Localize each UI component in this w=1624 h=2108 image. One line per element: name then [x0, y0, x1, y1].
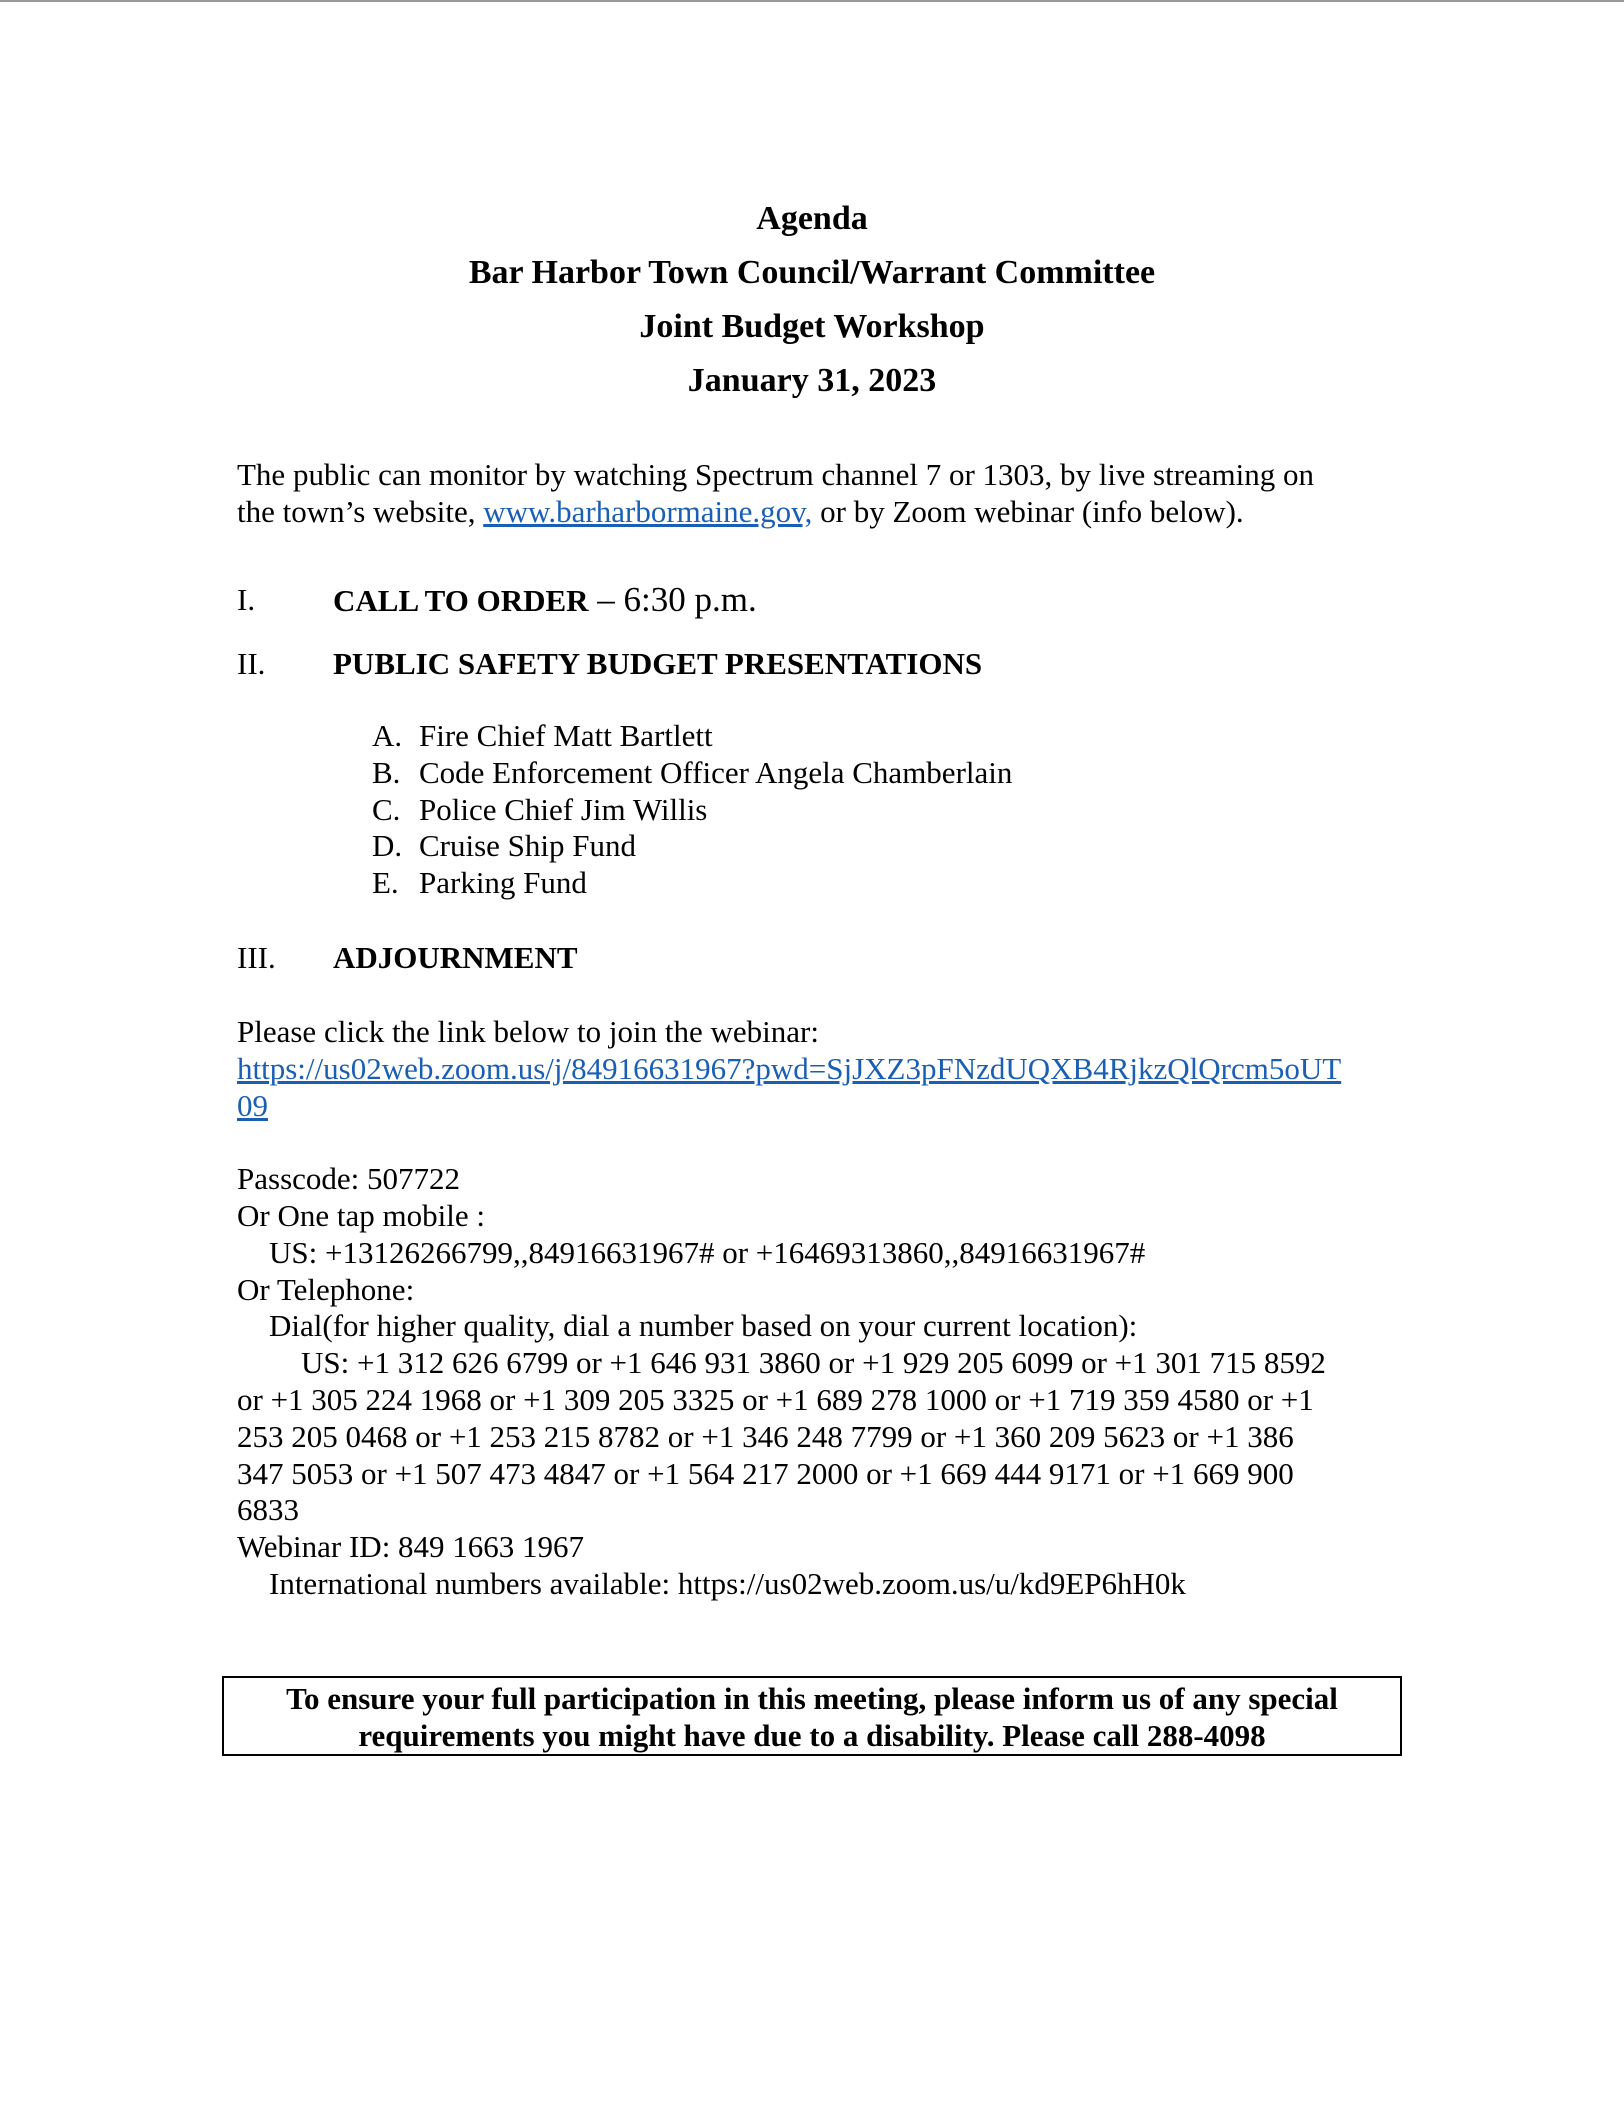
list-item-text: Cruise Ship Fund [419, 828, 637, 864]
join-prompt: Please click the link below to join the webinar: [237, 1014, 819, 1049]
intro-line-2-end: or by Zoom webinar (info below). [812, 494, 1244, 529]
webinar-id: Webinar ID: 849 1663 1967 [237, 1529, 585, 1565]
us-numbers-line-2: or +1 305 224 1968 or +1 309 205 3325 or +1 689 278 1000 or +1 719 359 4580 or +1 [237, 1381, 1314, 1417]
passcode: Passcode: 507722 [237, 1161, 461, 1197]
document-heading [0, 192, 1624, 408]
webinar-join-link[interactable] [237, 1051, 1397, 1125]
list-item-text: Parking Fund [419, 865, 587, 901]
list-item [372, 792, 1012, 829]
presentations-list [372, 718, 1012, 902]
section-title: PUBLIC SAFETY BUDGET PRESENTATIONS [333, 646, 983, 681]
us-numbers-line-5: 6833 [237, 1492, 299, 1528]
list-item-letter: B. [372, 754, 401, 790]
telephone-label: Or Telephone: [237, 1271, 415, 1307]
us-numbers-line-4: 347 5053 or +1 507 473 4847 or +1 564 217 2000 or +1 669 444 9171 or +1 669 900 [237, 1455, 1294, 1491]
list-item [372, 755, 1012, 792]
section-number: III. [237, 940, 276, 975]
list-item-text: Code Enforcement Officer Angela Chamberlain [419, 754, 1013, 790]
international-numbers: International numbers available: https://us02web.zoom.us/u/kd9EP6hH0k [269, 1565, 1186, 1601]
webinar-link-line-2[interactable]: 09 [237, 1087, 268, 1123]
webinar-link-line-1[interactable]: https://us02web.zoom.us/j/84916631967?pwd=SjJXZ3pFNzdUQXB4RjkzQlQrcm5oUT [237, 1050, 1342, 1086]
accessibility-notice-box [222, 1676, 1402, 1756]
us-numbers-line-3: 253 205 0468 or +1 253 215 8782 or +1 346 248 7799 or +1 360 209 5623 or +1 386 [237, 1418, 1294, 1454]
section-title: ADJOURNMENT [333, 940, 578, 975]
list-item-letter: E. [372, 865, 399, 901]
list-item-letter: C. [372, 791, 401, 827]
list-item [372, 828, 1012, 865]
section-number: I. [237, 582, 256, 617]
one-tap-numbers: US: +13126266799,,84916631967# or +16469313860,,84916631967# [269, 1234, 1146, 1270]
list-item-text: Police Chief Jim Willis [419, 791, 708, 827]
heading-date: January 31, 2023 [687, 362, 937, 399]
one-tap-label: Or One tap mobile : [237, 1197, 485, 1233]
list-item [372, 865, 1012, 902]
list-item-letter: A. [372, 718, 403, 753]
intro-line-2-start: the town’s website, [237, 494, 484, 529]
call-to-order-time: – 6:30 p.m. [588, 580, 757, 619]
spacer [237, 1124, 1397, 1161]
zoom-webinar-info [237, 1014, 1397, 1603]
town-website-link[interactable]: www.barharbormaine.gov, [483, 494, 813, 529]
dial-instruction: Dial(for higher quality, dial a number based on your current location): [269, 1308, 1138, 1344]
intro-line-1: The public can monitor by watching Spectrum channel 7 or 1303, by live streaming on [237, 457, 1314, 492]
section-number: II. [237, 646, 266, 681]
us-numbers-line-1: US: +1 312 626 6799 or +1 646 931 3860 or +1 929 205 6099 or +1 301 715 8592 [301, 1345, 1326, 1381]
notice-line-2: requirements you might have due to a disability. Please call 288-4098 [358, 1718, 1266, 1753]
section-title-text: CALL TO ORDER [333, 583, 589, 618]
notice-line-1: To ensure your full participation in this meeting, please inform us of any special [286, 1681, 1338, 1716]
heading-committee: Bar Harbor Town Council/Warrant Committee [468, 254, 1156, 291]
heading-workshop: Joint Budget Workshop [639, 308, 985, 345]
list-item-letter: D. [372, 828, 403, 864]
list-item [372, 718, 1012, 755]
section-title [333, 580, 757, 621]
public-monitoring-paragraph [237, 456, 1387, 530]
heading-agenda: Agenda [756, 200, 868, 237]
list-item-text: Fire Chief Matt Bartlett [419, 718, 713, 753]
